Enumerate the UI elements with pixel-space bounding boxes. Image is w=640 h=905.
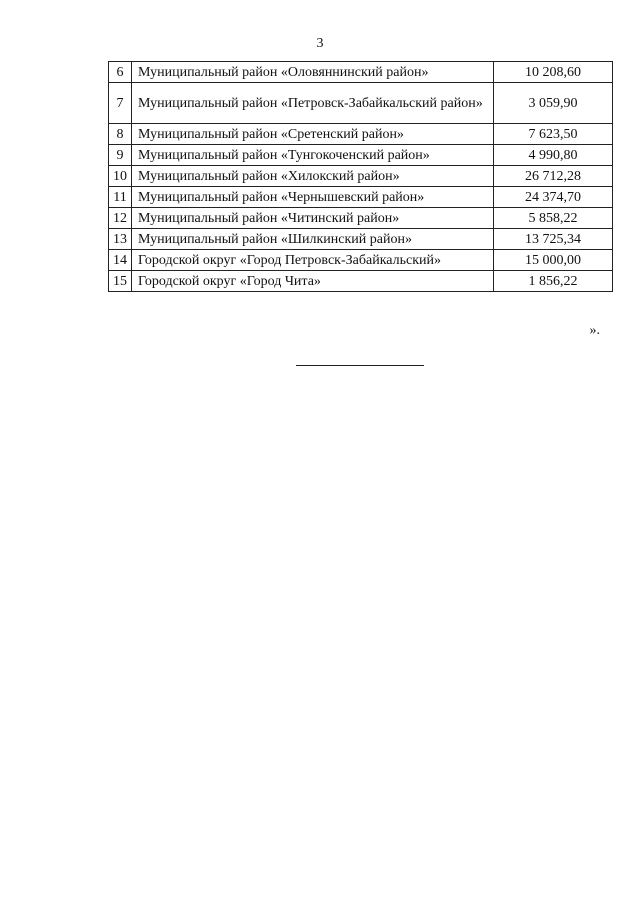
row-number: 15 — [109, 271, 132, 292]
table-row — [109, 229, 613, 250]
municipality-name: Муниципальный район «Чернышевский район» — [132, 187, 494, 208]
row-number: 13 — [109, 229, 132, 250]
row-number: 10 — [109, 166, 132, 187]
table-row — [109, 124, 613, 145]
municipality-name: Муниципальный район «Сретенский район» — [132, 124, 494, 145]
municipality-name: Муниципальный район «Тунгокоченский район» — [132, 145, 494, 166]
municipality-name: Муниципальный район «Шилкинский район» — [132, 229, 494, 250]
row-number: 8 — [109, 124, 132, 145]
municipality-name: Городской округ «Город Чита» — [132, 271, 494, 292]
municipality-name: Муниципальный район «Петровск-Забайкальский район» — [132, 83, 494, 124]
row-number: 12 — [109, 208, 132, 229]
municipality-name: Муниципальный район «Читинский район» — [132, 208, 494, 229]
table-row — [109, 250, 613, 271]
row-number: 9 — [109, 145, 132, 166]
row-number: 7 — [109, 83, 132, 124]
amount-value: 10 208,60 — [494, 62, 613, 83]
separator-line — [296, 365, 424, 366]
amount-value: 7 623,50 — [494, 124, 613, 145]
page-number: 3 — [316, 36, 324, 51]
amount-value: 1 856,22 — [494, 271, 613, 292]
closing-quote-mark: ». — [589, 323, 600, 338]
table-row — [109, 166, 613, 187]
row-number: 11 — [109, 187, 132, 208]
amount-value: 15 000,00 — [494, 250, 613, 271]
table-row — [109, 187, 613, 208]
amount-value: 4 990,80 — [494, 145, 613, 166]
amount-value: 13 725,34 — [494, 229, 613, 250]
amount-value: 5 858,22 — [494, 208, 613, 229]
municipality-name: Муниципальный район «Хилокский район» — [132, 166, 494, 187]
table-row — [109, 83, 613, 124]
municipality-name: Городской округ «Город Петровск-Забайкальский» — [132, 250, 494, 271]
table-row — [109, 208, 613, 229]
allocation-table — [108, 61, 613, 292]
table-row — [109, 271, 613, 292]
amount-value: 3 059,90 — [494, 83, 613, 124]
row-number: 6 — [109, 62, 132, 83]
table-row — [109, 62, 613, 83]
table-row — [109, 145, 613, 166]
amount-value: 26 712,28 — [494, 166, 613, 187]
row-number: 14 — [109, 250, 132, 271]
municipality-name: Муниципальный район «Оловяннинский район» — [132, 62, 494, 83]
amount-value: 24 374,70 — [494, 187, 613, 208]
